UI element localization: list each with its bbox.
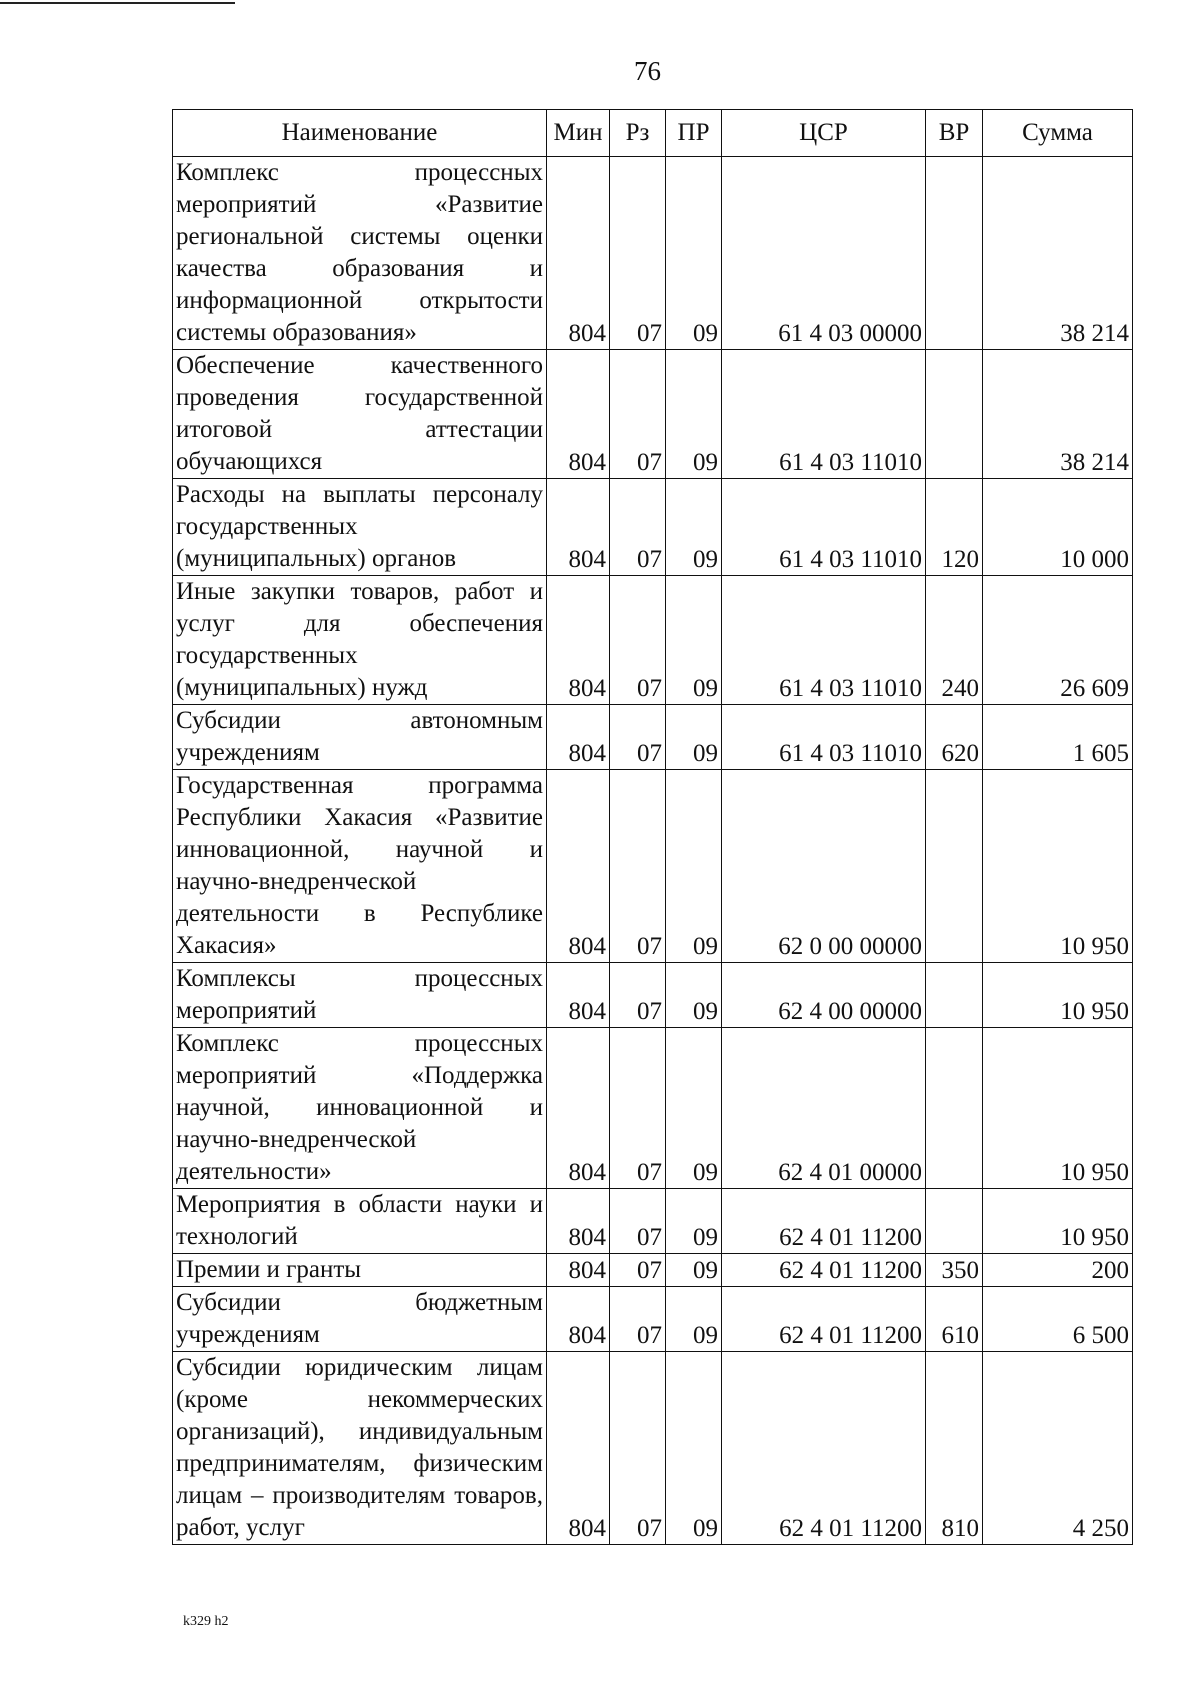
row-sum-cell: 1 605 bbox=[983, 705, 1133, 770]
row-pr-cell: 09 bbox=[666, 1287, 722, 1352]
row-rz-cell: 07 bbox=[610, 1189, 666, 1254]
row-rz-cell: 07 bbox=[610, 770, 666, 963]
table-row bbox=[173, 479, 1133, 576]
row-rz-cell: 07 bbox=[610, 576, 666, 705]
row-rz-cell: 07 bbox=[610, 1352, 666, 1545]
row-vr-cell: 810 bbox=[926, 1352, 983, 1545]
row-sum-cell: 6 500 bbox=[983, 1287, 1133, 1352]
row-min-cell: 804 bbox=[547, 1287, 610, 1352]
row-min-cell: 804 bbox=[547, 576, 610, 705]
row-pr-cell: 09 bbox=[666, 576, 722, 705]
row-vr-cell bbox=[926, 1028, 983, 1189]
table-row bbox=[173, 1287, 1133, 1352]
row-csr-cell: 62 0 00 00000 bbox=[722, 770, 926, 963]
row-sum-cell: 10 000 bbox=[983, 479, 1133, 576]
row-sum-cell: 10 950 bbox=[983, 1189, 1133, 1254]
row-min-cell: 804 bbox=[547, 1028, 610, 1189]
row-sum-cell: 26 609 bbox=[983, 576, 1133, 705]
table-row bbox=[173, 963, 1133, 1028]
row-name-cell: Субсидии юридическим лицам (кроме некоммерческих организаций), индивидуальным предпринимателям, физическим лицам – производителям товаров, работ, услуг bbox=[173, 1352, 547, 1545]
row-csr-cell: 62 4 01 11200 bbox=[722, 1254, 926, 1287]
row-csr-cell: 62 4 01 00000 bbox=[722, 1028, 926, 1189]
row-vr-cell: 120 bbox=[926, 479, 983, 576]
row-sum-cell: 10 950 bbox=[983, 770, 1133, 963]
row-pr-cell: 09 bbox=[666, 479, 722, 576]
col-header-vr: ВР bbox=[926, 110, 983, 157]
row-sum-cell: 38 214 bbox=[983, 157, 1133, 350]
row-sum-cell: 38 214 bbox=[983, 350, 1133, 479]
header-row bbox=[173, 110, 1133, 157]
row-vr-cell: 240 bbox=[926, 576, 983, 705]
row-rz-cell: 07 bbox=[610, 1254, 666, 1287]
row-csr-cell: 61 4 03 11010 bbox=[722, 479, 926, 576]
row-pr-cell: 09 bbox=[666, 350, 722, 479]
footer-code: k329 h2 bbox=[183, 1614, 229, 1629]
row-min-cell: 804 bbox=[547, 1254, 610, 1287]
row-rz-cell: 07 bbox=[610, 1028, 666, 1189]
table-row bbox=[173, 1028, 1133, 1189]
row-rz-cell: 07 bbox=[610, 705, 666, 770]
row-min-cell: 804 bbox=[547, 1352, 610, 1545]
row-pr-cell: 09 bbox=[666, 963, 722, 1028]
col-header-min: Мин bbox=[547, 110, 610, 157]
row-name-cell: Комплекс процессных мероприятий «Развитие региональной системы оценки качества образования и информационной открытости системы образования» bbox=[173, 157, 547, 350]
row-rz-cell: 07 bbox=[610, 157, 666, 350]
table-row bbox=[173, 576, 1133, 705]
top-rule bbox=[0, 2, 235, 4]
row-sum-cell: 10 950 bbox=[983, 963, 1133, 1028]
row-pr-cell: 09 bbox=[666, 1352, 722, 1545]
row-csr-cell: 62 4 01 11200 bbox=[722, 1287, 926, 1352]
col-header-csr: ЦСР bbox=[722, 110, 926, 157]
row-min-cell: 804 bbox=[547, 350, 610, 479]
row-min-cell: 804 bbox=[547, 157, 610, 350]
row-sum-cell: 4 250 bbox=[983, 1352, 1133, 1545]
row-sum-cell: 200 bbox=[983, 1254, 1133, 1287]
row-pr-cell: 09 bbox=[666, 157, 722, 350]
row-vr-cell bbox=[926, 1189, 983, 1254]
col-header-name: Наименование bbox=[173, 110, 547, 157]
row-vr-cell bbox=[926, 770, 983, 963]
row-pr-cell: 09 bbox=[666, 1028, 722, 1189]
row-pr-cell: 09 bbox=[666, 770, 722, 963]
row-min-cell: 804 bbox=[547, 479, 610, 576]
row-vr-cell bbox=[926, 157, 983, 350]
row-csr-cell: 61 4 03 11010 bbox=[722, 705, 926, 770]
row-rz-cell: 07 bbox=[610, 350, 666, 479]
budget-table bbox=[172, 109, 1133, 1545]
row-min-cell: 804 bbox=[547, 1189, 610, 1254]
row-name-cell: Расходы на выплаты персоналу государственных (муниципальных) органов bbox=[173, 479, 547, 576]
table-row bbox=[173, 1352, 1133, 1545]
row-rz-cell: 07 bbox=[610, 1287, 666, 1352]
row-min-cell: 804 bbox=[547, 963, 610, 1028]
row-name-cell: Иные закупки товаров, работ и услуг для обеспечения государственных (муниципальных) нужд bbox=[173, 576, 547, 705]
row-name-cell: Обеспечение качественного проведения государственной итоговой аттестации обучающихся bbox=[173, 350, 547, 479]
col-header-pr: ПР bbox=[666, 110, 722, 157]
row-name-cell: Премии и гранты bbox=[173, 1254, 547, 1287]
table-row bbox=[173, 1189, 1133, 1254]
col-header-rz: Рз bbox=[610, 110, 666, 157]
row-csr-cell: 61 4 03 11010 bbox=[722, 350, 926, 479]
row-vr-cell: 620 bbox=[926, 705, 983, 770]
table-row bbox=[173, 705, 1133, 770]
row-csr-cell: 61 4 03 11010 bbox=[722, 576, 926, 705]
row-csr-cell: 62 4 01 11200 bbox=[722, 1189, 926, 1254]
col-header-sum: Сумма bbox=[983, 110, 1133, 157]
row-vr-cell bbox=[926, 350, 983, 479]
row-name-cell: Субсидии бюджетным учреждениям bbox=[173, 1287, 547, 1352]
row-pr-cell: 09 bbox=[666, 1189, 722, 1254]
row-pr-cell: 09 bbox=[666, 1254, 722, 1287]
table-row bbox=[173, 350, 1133, 479]
row-vr-cell: 610 bbox=[926, 1287, 983, 1352]
row-vr-cell bbox=[926, 963, 983, 1028]
page-number: 76 bbox=[634, 56, 661, 86]
row-min-cell: 804 bbox=[547, 705, 610, 770]
table-row bbox=[173, 1254, 1133, 1287]
row-name-cell: Мероприятия в области науки и технологий bbox=[173, 1189, 547, 1254]
table-row bbox=[173, 157, 1133, 350]
row-pr-cell: 09 bbox=[666, 705, 722, 770]
row-csr-cell: 62 4 00 00000 bbox=[722, 963, 926, 1028]
table-row bbox=[173, 770, 1133, 963]
row-rz-cell: 07 bbox=[610, 479, 666, 576]
row-sum-cell: 10 950 bbox=[983, 1028, 1133, 1189]
row-csr-cell: 62 4 01 11200 bbox=[722, 1352, 926, 1545]
row-vr-cell: 350 bbox=[926, 1254, 983, 1287]
row-name-cell: Комплексы процессных мероприятий bbox=[173, 963, 547, 1028]
row-name-cell: Комплекс процессных мероприятий «Поддержка научной, инновационной и научно-внедренческой деятельности» bbox=[173, 1028, 547, 1189]
row-csr-cell: 61 4 03 00000 bbox=[722, 157, 926, 350]
row-name-cell: Субсидии автономным учреждениям bbox=[173, 705, 547, 770]
row-rz-cell: 07 bbox=[610, 963, 666, 1028]
row-min-cell: 804 bbox=[547, 770, 610, 963]
row-name-cell: Государственная программа Республики Хакасия «Развитие инновационной, научной и научно-внедренческой деятельности в Республике Хакасия» bbox=[173, 770, 547, 963]
table-body bbox=[173, 157, 1133, 1545]
